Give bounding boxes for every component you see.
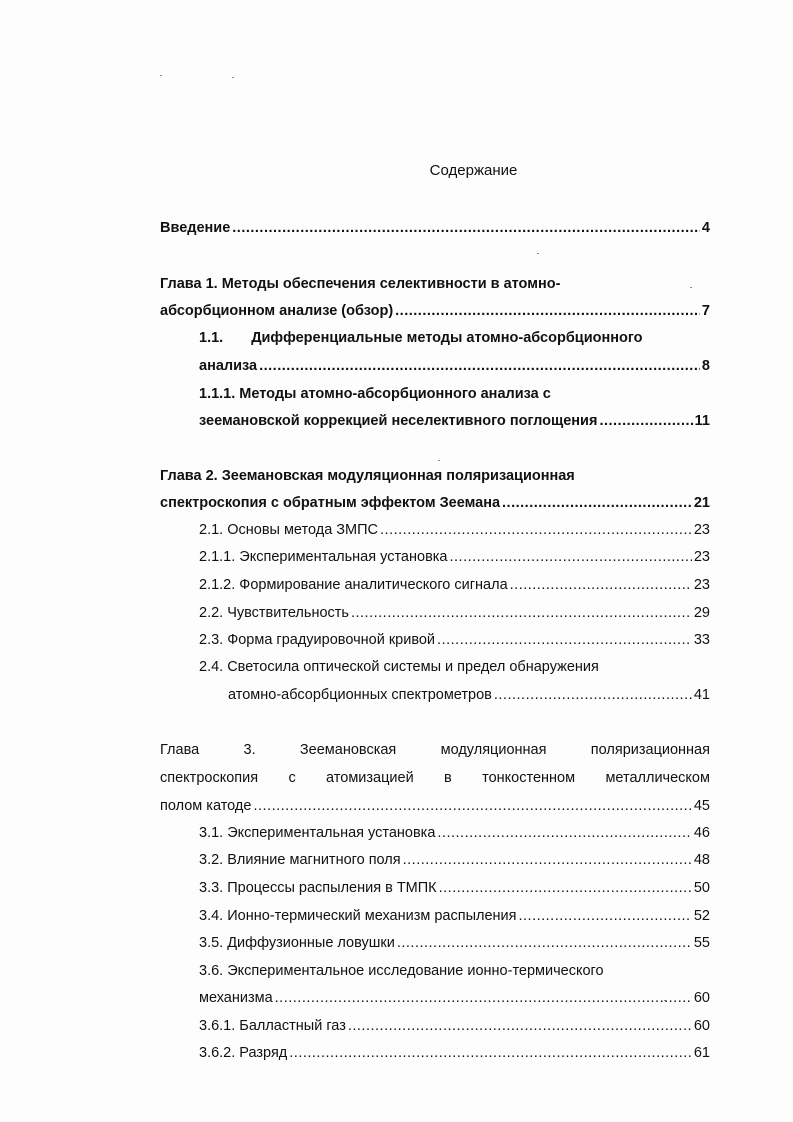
toc-item-3-6-1: 3.6.1. Балластный газ ..... 60 bbox=[199, 1016, 710, 1036]
toc-item-3-6: механизма ..... 60 bbox=[199, 988, 710, 1008]
toc-item-2-3: 2.3. Форма градуировочной кривой ..... 33 bbox=[199, 630, 710, 650]
toc-section-1-1-1: зеемановской коррекцией неселективного поглощения ..... 11 bbox=[199, 411, 710, 431]
toc-item-3-5: 3.5. Диффузионные ловушки ..... 55 bbox=[199, 933, 710, 953]
toc-section-1-1-1-line1: 1.1.1. Методы атомно-абсорбционного анализа с bbox=[199, 386, 551, 402]
toc-chapter-3-line1: Глава 3. Зеемановская модуляционная поляризационная bbox=[160, 742, 710, 758]
toc-section-1-1-line1: 1.1. Дифференциальные методы атомно-абсорбционного bbox=[199, 330, 643, 346]
toc-item-3-6-line1: 3.6. Экспериментальное исследование ионно-термического bbox=[199, 963, 604, 979]
toc-section-1-1: анализа ..... 8 bbox=[199, 356, 710, 376]
toc-item-3-4: 3.4. Ионно-термический механизм распыления ..... 52 bbox=[199, 906, 710, 926]
toc-entry-intro: Введение ..... 4 bbox=[160, 218, 710, 238]
toc-item-2-1-1: 2.1.1. Экспериментальная установка ..... 23 bbox=[199, 547, 710, 567]
toc-item-2-4-line1: 2.4. Светосила оптической системы и предел обнаружения bbox=[199, 659, 599, 675]
toc-item-3-2: 3.2. Влияние магнитного поля ..... 48 bbox=[199, 850, 710, 870]
toc-item-2-1: 2.1. Основы метода ЗМПС ..... 23 bbox=[199, 520, 710, 540]
toc-item-2-1-2: 2.1.2. Формирование аналитического сигнала ..... 23 bbox=[199, 575, 710, 595]
toc-chapter-2-line1: Глава 2. Зеемановская модуляционная поляризационная bbox=[160, 468, 575, 484]
toc-item-3-6-2: 3.6.2. Разряд ..... 61 bbox=[199, 1043, 710, 1063]
toc-chapter-2: спектроскопия с обратным эффектом Зеемана ..... 21 bbox=[160, 493, 710, 513]
toc-item-3-1: 3.1. Экспериментальная установка ..... 46 bbox=[199, 823, 710, 843]
toc-item-2-4: атомно-абсорбционных спектрометров ..... 41 bbox=[228, 685, 710, 705]
toc-chapter-1: абсорбционном анализе (обзор) ..... 7 bbox=[160, 301, 710, 321]
toc-item-2-2: 2.2. Чувствительность ..... 29 bbox=[199, 603, 710, 623]
toc-title: Содержание bbox=[429, 162, 518, 179]
toc-item-3-3: 3.3. Процессы распыления в ТМПК ..... 50 bbox=[199, 878, 710, 898]
toc-chapter-3: полом катоде ..... 45 bbox=[160, 796, 710, 816]
toc-chapter-1-line1: Глава 1. Методы обеспечения селективности в атомно- bbox=[160, 276, 561, 292]
toc-chapter-3-line2: спектроскопия с атомизацией в тонкостенном металлическом bbox=[160, 770, 710, 786]
